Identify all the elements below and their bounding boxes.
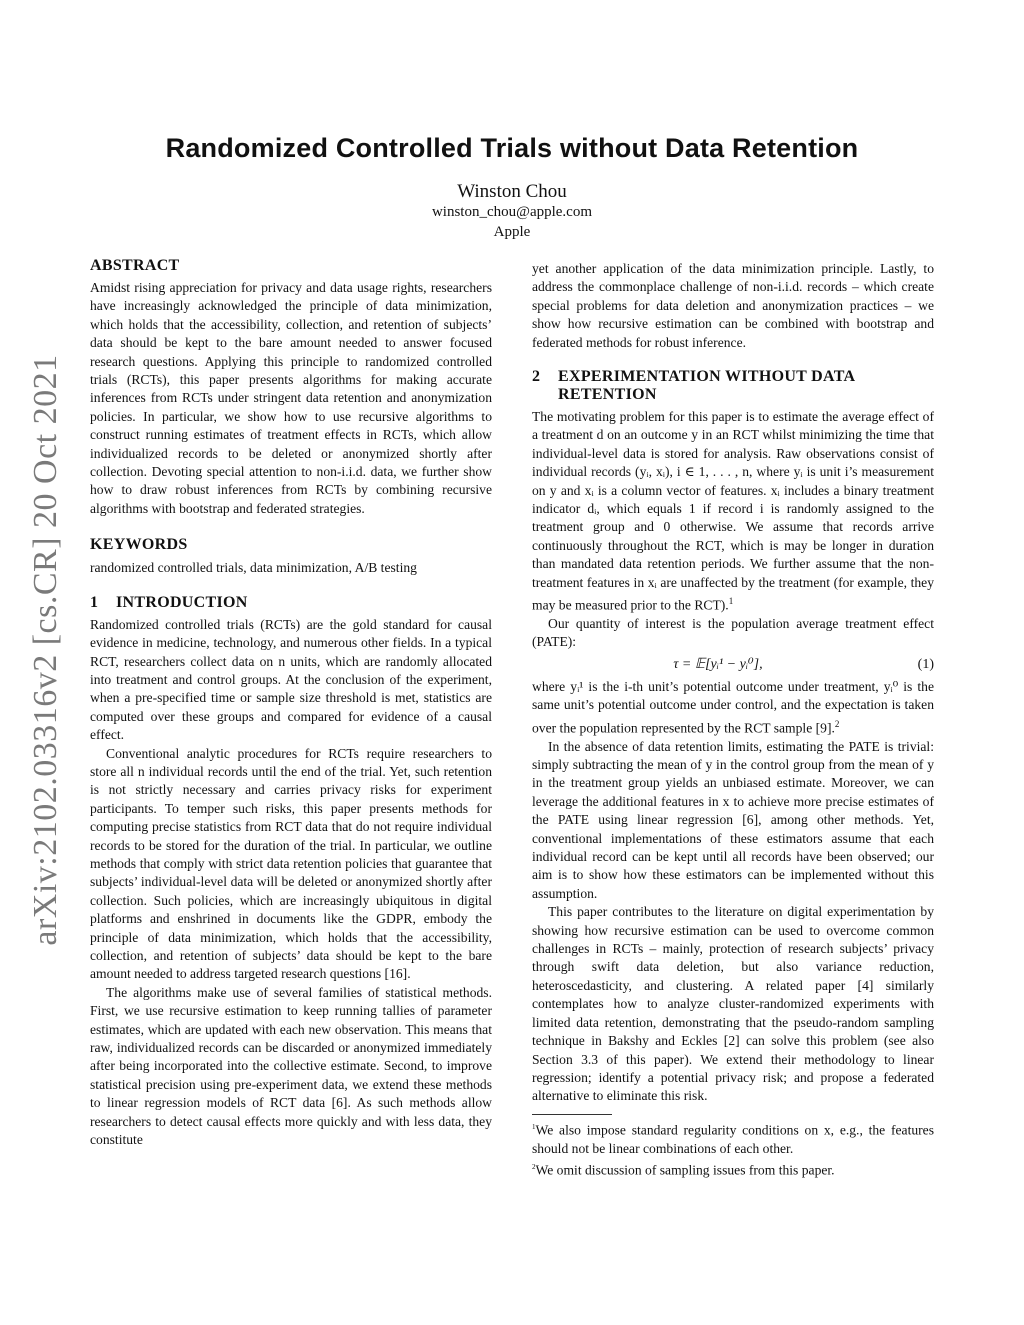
section2-paragraph-3: where yᵢ¹ is the i-th unit’s potential outcome under treatment, yᵢ⁰ is the same unit’s potential outcome under control, and the expectation is taken over the population represented by the RCT sample [9].$^2$ <box>532 678 934 736</box>
intro-paragraph-1: Randomized controlled trials (RCTs) are the gold standard for causal evidence in medicine, technology, and numerous other fields. In a typical RCT, researchers collect data on n units, which are randomly allocated into treatment and control groups. At the conclusion of the experiment, when a pre-specified time or sample size threshold is met, statistics are computed over these groups and compared for evidence of a causal effect. <box>90 616 492 743</box>
keywords-heading: KEYWORDS <box>90 536 188 554</box>
section-title: EXPERIMENTATION WITHOUT DATA RETENTION <box>558 368 855 404</box>
section2-paragraph-4: In the absence of data retention limits, estimating the PATE is trivial: simply subtracting the mean of y in the control group from the mean of y in the treatment group yields an unbiased estimate. Moreover, we can leverage the additional features in x to achieve more precise estimates of the PATE using linear regression [6], among other methods. Yet, conventional implementations of these estimators assume that each individual record can be kept until all records have been observed; our aim is to show how these estimators can be implemented without this assumption. <box>532 738 934 901</box>
arxiv-sidebar-stamp <box>22 354 70 946</box>
author-name: Winston Chou <box>457 181 567 202</box>
section-number: 2 <box>532 368 541 386</box>
section-heading-experimentation <box>532 368 934 404</box>
intro-paragraph-3: The algorithms make use of several families of statistical methods. First, we use recursive estimation to keep running tallies of parameter estimates, which are updated with each new observation. This means that raw, individualized records can be discarded or anonymized immediately after being incorporated into the collective estimate. Second, to improve statistical precision using pre-experiment data, we extend these methods to linear regression models of RCT data [6]. As such methods allow researchers to detect causal effects more quickly and with less data, they constitute <box>90 984 492 1148</box>
right-column <box>532 260 934 1180</box>
abstract-heading: ABSTRACT <box>90 257 180 274</box>
equation-pate <box>532 654 934 676</box>
footnote-ref: 2 <box>834 718 840 729</box>
section-number: 1 <box>90 593 99 611</box>
paper-title: Randomized Controlled Trials without Data Retention <box>165 133 859 163</box>
section2-paragraph-5: This paper contributes to the literature on digital experimentation by showing how recursive estimation can be used to overcome common challenges in RCTs – mainly, protection of research subjects’ privacy through swift data deletion, but also variance reduction, heteroscedasticity, and clustering. A related paper [4] similarly contemplates how to analyze cluster-randomized experiments with limited data retention, demonstrating that the pseudo-random sampling technique in Bakshy and Eckles [2] can solve this problem (see also Section 3.3 of this paper). We extend their methodology to linear regression; identify a potential privacy risk; and propose a federated alternative to eliminate this risk. <box>532 904 934 1104</box>
equation-number: (1) <box>917 656 934 672</box>
intro-paragraph-2: Conventional analytic procedures for RCTs require researchers to store all n individual records until the end of the trial. Yet, such retention is not strictly necessary and carries privacy risks for experiment participants. To temper such risks, this paper presents methods for computing precise statistics from RCT data that do not require individual records to be stored for the duration of the trial. In particular, we outline methods that comply with strict data retention policies that guarantee that subjects’ individual-level data will be deleted or anonymized shortly after collection. Such policies, which are increasingly ubiquitous in digital platforms and enshrined in documents like the GDPR, embody the principle of data minimization, which holds that the accessibility, collection, and retention of subjects’ data should be kept to the bare amount needed to address targeted research questions [16]. <box>90 745 492 982</box>
section-heading-introduction <box>90 594 492 612</box>
keywords-text: randomized controlled trials, data minimization, A/B testing <box>90 560 417 576</box>
intro-paragraph-3-continued: yet another application of the data minimization principle. Lastly, to address the commonplace challenge of non-i.i.d. records – which create special problems for data deletion and anonymization practices – we show how recursive estimation can be combined with bootstrap and federated methods for robust inference. <box>532 261 934 350</box>
footnote-divider <box>532 1114 612 1115</box>
footnote-1: $^1$We also impose standard regularity conditions on x, e.g., the features should not be linear combinations of each other. <box>532 1122 934 1156</box>
section2-paragraph-2: Our quantity of interest is the population average treatment effect (PATE): <box>532 616 934 650</box>
section-title: INTRODUCTION <box>116 593 248 611</box>
author-email: winston_chou@apple.com <box>431 204 593 220</box>
footnote-2: $^2$We omit discussion of sampling issues from this paper. <box>532 1162 835 1178</box>
abstract-text: Amidst rising appreciation for privacy and data usage rights, researchers have increasingly acknowledged the principle of data minimization, which holds that the accessibility, collection, and retention of subjects’ data should be kept to the bare amount needed to answer focused research questions. Applying this principle to randomized controlled trials (RCTs), this paper presents algorithms for making accurate inferences from RCTs under stringent data retention and anonymization policies. In particular, we show how to use recursive algorithms to construct running estimates of treatment effects in RCTs, which allow individualized records to be deleted or anonymized shortly after collection. Devoting special attention to non-i.i.d. data, we further show how to draw robust inferences from RCTs by combining recursive algorithms with bootstrap and federated strategies. <box>90 280 492 516</box>
section2-paragraph-1: The motivating problem for this paper is to estimate the average effect of a treatment d on an outcome y in an RCT whilst minimizing the time that individual-level data is stored for analysis. Raw observations consist of individual records (yᵢ, xᵢ), i ∈ 1, . . . , n, where yᵢ is unit i’s measurement on y and xᵢ is a column vector of features. xᵢ includes a binary treatment indicator dᵢ, which equals 1 if record i is randomly assigned to the treatment group and 0 otherwise. We assume that records arrive continuously throughout the RCT, which is may be longer in duration than mandated data retention periods. We further assume that the non-treatment features in xᵢ are unaffected by the treatment (for example, they may be measured prior to the RCT).$^1$ <box>532 409 934 613</box>
left-column <box>90 257 492 1149</box>
arxiv-identifier: arXiv:2102.03316v2 [cs.CR] 20 Oct 2021 <box>27 354 64 946</box>
author-affiliation: Apple <box>493 224 531 240</box>
equation-body: τ = 𝔼[yᵢ¹ − yᵢ⁰], <box>673 657 763 673</box>
footnote-ref: 1 <box>728 596 734 607</box>
